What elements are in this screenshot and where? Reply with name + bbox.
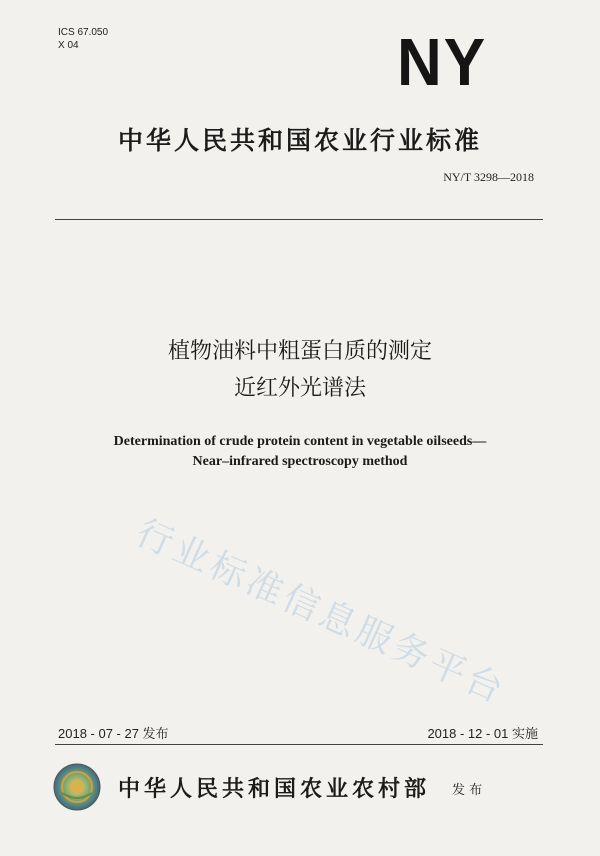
implement-date: 2018 - 12 - 01 实施 <box>427 726 538 741</box>
watermark: 行业标准信息服务平台 <box>130 512 513 713</box>
ccs-code: X 04 <box>58 40 79 51</box>
bottom-divider <box>55 744 543 745</box>
title-en-line2: Near–infrared spectroscopy method <box>192 454 408 469</box>
classification-codes <box>58 26 108 52</box>
title-en-line1: Determination of crude protein content in vegetable oilseeds— <box>113 434 487 449</box>
standard-number: NY/T 3298—2018 <box>443 170 534 184</box>
issuing-authority: 中华人民共和国农业农村部 <box>118 777 431 802</box>
title-cn-line2: 近红外光谱法 <box>233 376 366 401</box>
ics-code: ICS 67.050 <box>58 27 109 38</box>
ministry-emblem-icon <box>53 763 101 811</box>
issue-date: 2018 - 07 - 27 发布 <box>58 726 169 741</box>
title-cn-line1: 植物油料中粗蛋白质的测定 <box>167 339 432 364</box>
ny-logo: NY <box>397 25 488 101</box>
standard-category-title: 中华人民共和国农业行业标准 <box>117 126 482 155</box>
top-divider <box>55 219 543 220</box>
issuer-suffix: 发 布 <box>452 783 483 798</box>
